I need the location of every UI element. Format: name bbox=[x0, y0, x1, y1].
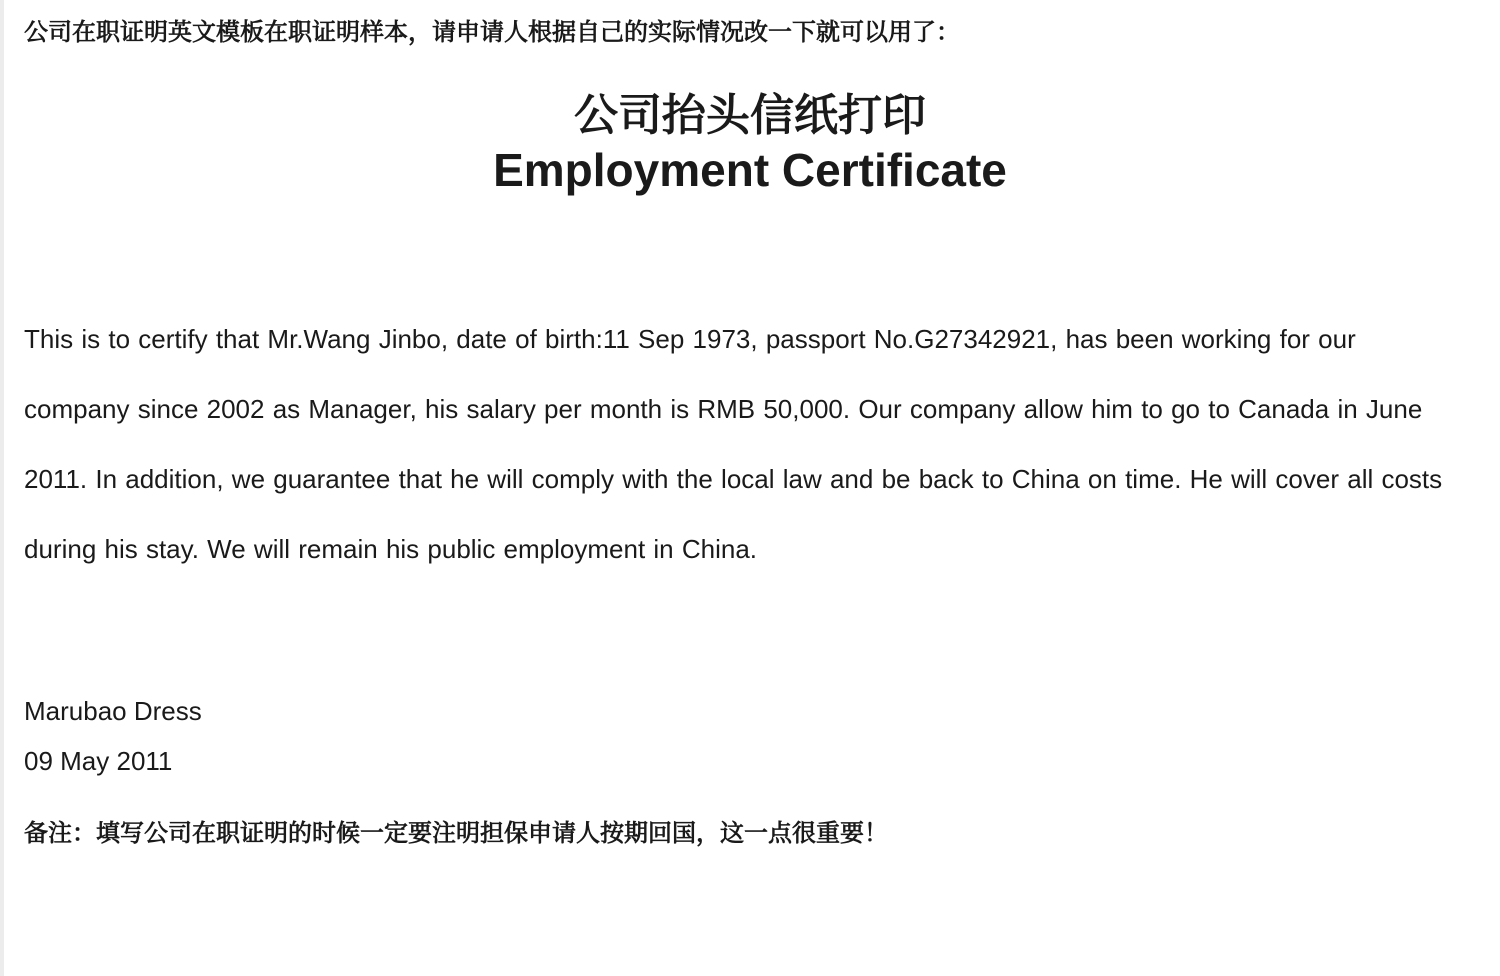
certificate-header bbox=[0, 88, 1500, 196]
letterhead-note: 公司抬头信纸打印 bbox=[574, 90, 926, 141]
intro-note: 公司在职证明英文模板在职证明样本，请申请人根据自己的实际情况改一下就可以用了： bbox=[24, 18, 960, 46]
signature-block bbox=[24, 686, 202, 786]
certificate-body: This is to certify that Mr.Wang Jinbo, date of birth:11 Sep 1973, passport No.G27342921, has been working for our company since 2002 as Manager, his salary per month is RMB 50,000. Our company allow him to go to Canada in June 2011. In addition, we guarantee that he will comply with the local law and be back to China on time. He will cover all costs during his stay. We will remain his public employment in China. bbox=[24, 324, 1443, 564]
remark-note: 备注：填写公司在职证明的时候一定要注明担保申请人按期回国，这一点很重要！ bbox=[24, 819, 888, 847]
issue-date: 09 May 2011 bbox=[24, 746, 173, 776]
certificate-title: Employment Certificate bbox=[493, 144, 1007, 196]
company-name: Marubao Dress bbox=[24, 696, 202, 726]
